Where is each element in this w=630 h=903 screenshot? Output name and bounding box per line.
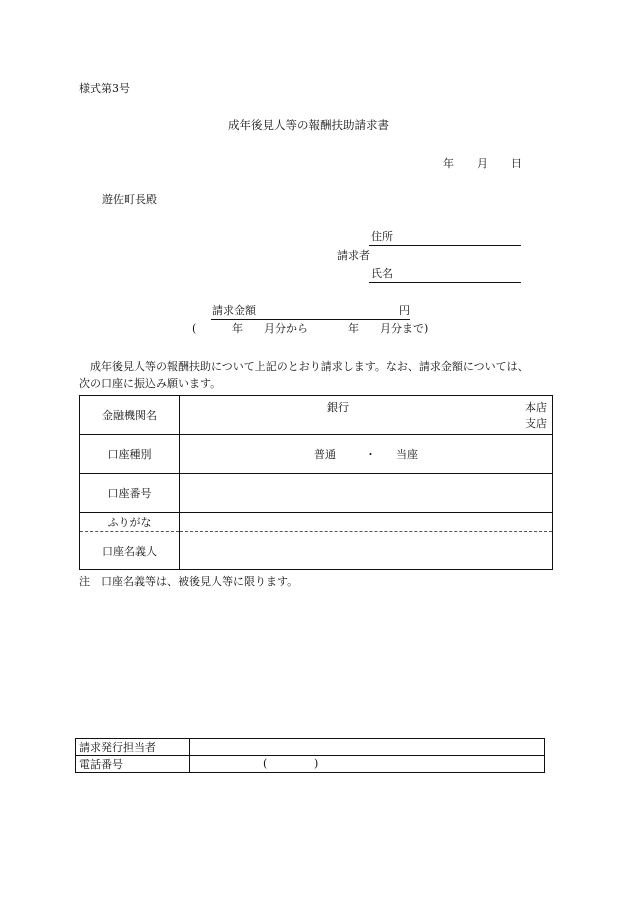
holder-row bbox=[80, 532, 553, 570]
period-month-to: 月分まで) bbox=[380, 322, 429, 335]
holder-cell[interactable] bbox=[180, 532, 553, 570]
phone-close-paren: ) bbox=[314, 757, 319, 770]
type-ordinary[interactable]: 普通 bbox=[314, 448, 336, 461]
address-line bbox=[369, 245, 521, 246]
bank-cell[interactable] bbox=[180, 396, 553, 435]
staff-cell[interactable] bbox=[190, 739, 545, 756]
main-branch-label: 本店 bbox=[525, 401, 547, 414]
period-month-from: 月分から bbox=[264, 322, 308, 335]
type-current[interactable]: 当座 bbox=[396, 448, 418, 461]
amount-line bbox=[211, 319, 410, 320]
addressee: 遊佐町長殿 bbox=[102, 193, 157, 206]
form-title: 成年後見人等の報酬扶助請求書 bbox=[228, 118, 389, 132]
bank-label: 金融機関名 bbox=[80, 396, 180, 435]
furigana-cell[interactable] bbox=[180, 513, 553, 532]
address-label: 住所 bbox=[371, 230, 393, 243]
furigana-label: ふりがな bbox=[80, 513, 180, 532]
phone-label: 電話番号 bbox=[76, 756, 190, 773]
note: 注 口座名義等は、被後見人等に限ります。 bbox=[79, 575, 299, 588]
staff-label: 請求発行担当者 bbox=[76, 739, 190, 756]
staff-row bbox=[76, 739, 545, 756]
bank-suffix: 銀行 bbox=[327, 401, 349, 414]
date-month: 月 bbox=[477, 157, 488, 170]
amount-label: 請求金額 bbox=[212, 304, 256, 317]
number-cell[interactable] bbox=[180, 474, 553, 513]
form-number: 様式第3号 bbox=[79, 82, 130, 95]
phone-cell[interactable] bbox=[190, 756, 545, 773]
type-row bbox=[80, 435, 553, 474]
statement-line-1: 成年後見人等の報酬扶助について上記のとおり請求します。なお、請求金額については、 bbox=[90, 360, 529, 373]
holder-label: 口座名義人 bbox=[80, 532, 180, 570]
footer-table bbox=[75, 738, 545, 773]
date-year: 年 bbox=[443, 157, 454, 170]
number-label: 口座番号 bbox=[80, 474, 180, 513]
period-year-from: 年 bbox=[232, 322, 243, 335]
phone-open-paren: ( bbox=[263, 757, 268, 770]
name-label: 氏名 bbox=[371, 267, 393, 280]
account-table bbox=[79, 395, 553, 570]
period-open: ( bbox=[192, 322, 197, 335]
period-year-to: 年 bbox=[348, 322, 359, 335]
type-label: 口座種別 bbox=[80, 435, 180, 474]
statement-line-2: 次の口座に振込み願います。 bbox=[79, 377, 222, 390]
date-day: 日 bbox=[511, 157, 522, 170]
type-separator: ・ bbox=[365, 448, 376, 461]
requester-label: 請求者 bbox=[337, 249, 370, 262]
type-cell[interactable] bbox=[180, 435, 553, 474]
number-row bbox=[80, 474, 553, 513]
branch-label: 支店 bbox=[525, 417, 547, 430]
bank-row bbox=[80, 396, 553, 435]
name-line bbox=[369, 282, 521, 283]
phone-row bbox=[76, 756, 545, 773]
furigana-row bbox=[80, 513, 553, 532]
amount-unit: 円 bbox=[399, 304, 410, 317]
